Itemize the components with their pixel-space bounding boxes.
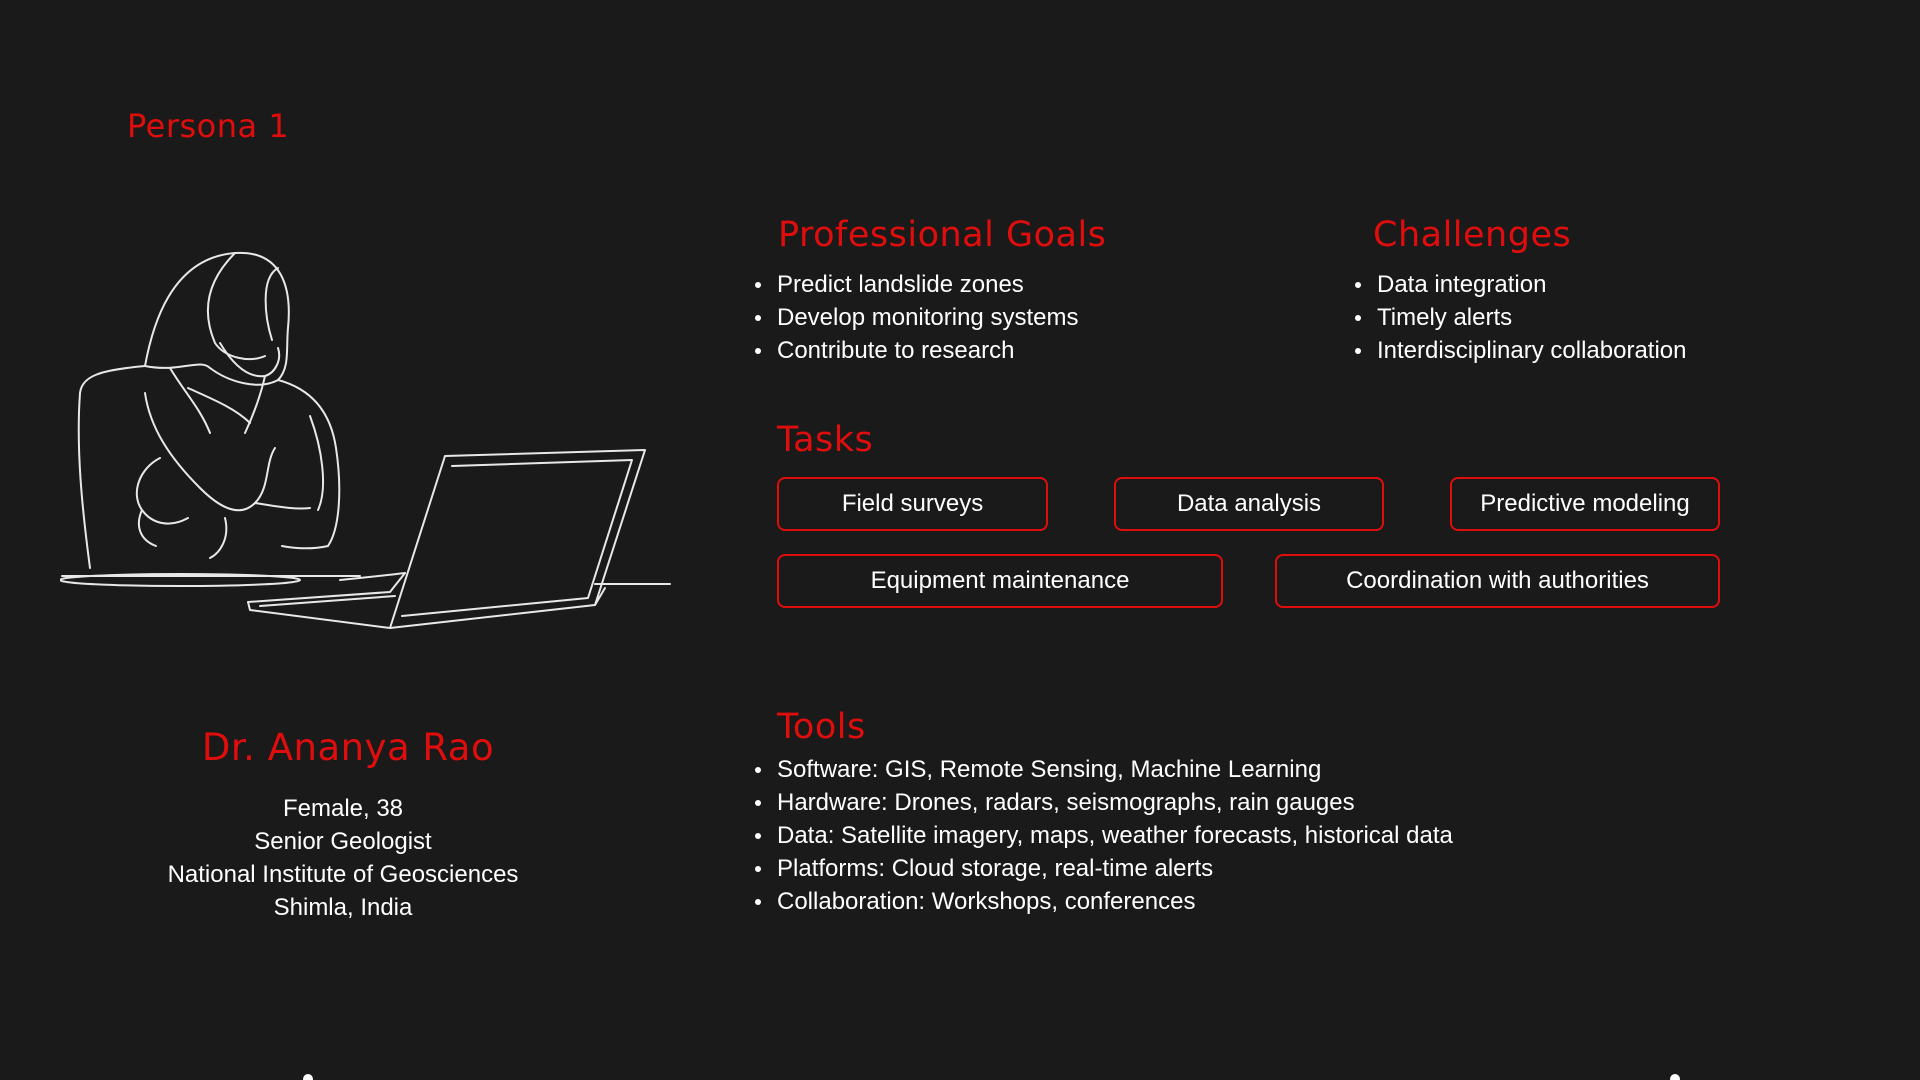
persona-gender-age: Female, 38 <box>282 795 404 822</box>
tool-item: Platforms: Cloud storage, real-time alerts <box>755 852 1453 885</box>
persona-role: Senior Geologist <box>254 828 432 855</box>
bottom-dot-right <box>1670 1074 1680 1080</box>
tool-item: Hardware: Drones, radars, seismographs, rain gauges <box>755 786 1453 819</box>
task-pill-coordination: Coordination with authorities <box>1275 554 1720 608</box>
challenge-item: Data integration <box>1355 268 1687 301</box>
persona-location: Shimla, India <box>273 894 413 921</box>
woman-at-laptop-illustration <box>60 248 680 638</box>
tasks-title: Tasks <box>777 420 874 460</box>
persona-details <box>118 792 568 924</box>
task-pill-predictive-modeling: Predictive modeling <box>1450 477 1720 531</box>
challenges-title: Challenges <box>1373 215 1572 255</box>
task-pill-equipment-maintenance: Equipment maintenance <box>777 554 1223 608</box>
goal-item: Develop monitoring systems <box>755 301 1078 334</box>
challenge-item: Interdisciplinary collaboration <box>1355 334 1687 367</box>
goals-list <box>755 268 1078 367</box>
task-pill-data-analysis: Data analysis <box>1114 477 1384 531</box>
goal-item: Predict landslide zones <box>755 268 1078 301</box>
persona-label: Persona 1 <box>127 107 290 145</box>
tools-title: Tools <box>777 707 866 747</box>
persona-name: Dr. Ananya Rao <box>201 726 495 769</box>
persona-organization: National Institute of Geosciences <box>167 861 519 888</box>
tool-item: Data: Satellite imagery, maps, weather forecasts, historical data <box>755 819 1453 852</box>
goals-title: Professional Goals <box>778 215 1107 255</box>
task-pill-field-surveys: Field surveys <box>777 477 1048 531</box>
tool-item: Collaboration: Workshops, conferences <box>755 885 1453 918</box>
goal-item: Contribute to research <box>755 334 1078 367</box>
tool-item: Software: GIS, Remote Sensing, Machine Learning <box>755 753 1453 786</box>
challenges-list <box>1355 268 1687 367</box>
challenge-item: Timely alerts <box>1355 301 1687 334</box>
tools-list <box>755 753 1453 918</box>
bottom-dot-left <box>303 1074 313 1080</box>
